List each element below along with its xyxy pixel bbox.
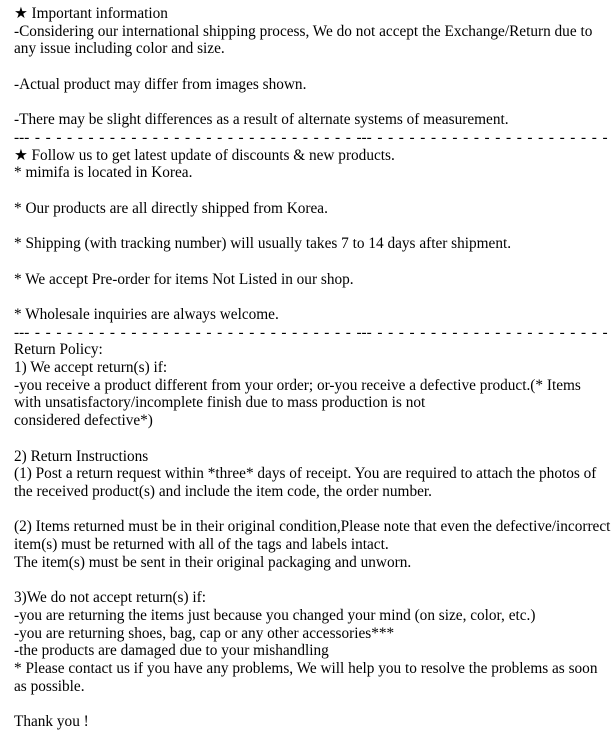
blank-line	[14, 430, 608, 448]
shipped-from-korea-note: * Our products are all directly shipped from Korea.	[14, 199, 328, 217]
blank-line	[14, 182, 608, 200]
blank-line	[14, 695, 608, 713]
blank-line	[14, 288, 608, 306]
return-instruction-1-line-2: the received product(s) and include the item code, the order number.	[14, 482, 432, 500]
follow-us-header: ★ Follow us to get latest update of discounts & new products.	[14, 146, 395, 164]
preorder-note: * We accept Pre-order for items Not Listed in our shop.	[14, 270, 354, 288]
accept-returns-condition-line-1: -you receive a product different from your order; or-you receive a defective product.(* Items	[14, 376, 581, 394]
blank-line	[14, 572, 608, 590]
return-instruction-1-line-1: (1) Post a return request within *three* days of receipt. You are required to attach the photos of	[14, 465, 597, 483]
no-returns-header: 3)We do not accept return(s) if:	[14, 589, 207, 607]
blank-line	[14, 94, 608, 112]
return-instructions-header: 2) Return Instructions	[14, 447, 149, 465]
located-in-korea-note: * mimifa is located in Korea.	[14, 164, 193, 182]
accept-returns-header: 1) We accept return(s) if:	[14, 359, 168, 377]
exchange-return-notice-line-2: any issue including color and size.	[14, 40, 225, 58]
return-instruction-2-line-1: (2) Items returned must be in their original condition,Please note that even the defective/incorrect	[14, 518, 611, 536]
dashed-separator: --- - - - - - - - - - - - - - - - - - - - - - - - - - - - - - - --- - - - - - - - - - - - - - - - - - - - - - -	[14, 323, 608, 341]
contact-us-line-2: as possible.	[14, 677, 85, 695]
blank-line	[14, 501, 608, 519]
accept-returns-condition-line-3: considered defective*)	[14, 412, 153, 430]
blank-line	[14, 58, 608, 76]
no-return-reason-2: -you are returning shoes, bag, cap or any other accessories***	[14, 624, 395, 642]
return-policy-header: Return Policy:	[14, 341, 103, 359]
blank-line	[14, 253, 608, 271]
dashed-separator: --- - - - - - - - - - - - - - - - - - - - - - - - - - - - - - - --- - - - - - - - - - - - - - - - - - - - - - -	[14, 128, 608, 146]
blank-line	[14, 217, 608, 235]
contact-us-line-1: * Please contact us if you have any problems, We will help you to resolve the problems as soon	[14, 660, 598, 678]
no-return-reason-3: -the products are damaged due to your mishandling	[14, 642, 329, 660]
important-info-header: ★ Important information	[14, 5, 168, 22]
accept-returns-condition-line-2: with unsatisfactory/incomplete finish due to mass production is not	[14, 394, 426, 412]
no-return-reason-1: -you are returning the items just because you changed your mind (on size, color, etc.)	[14, 606, 536, 624]
shipping-duration-note: * Shipping (with tracking number) will usually takes 7 to 14 days after shipment.	[14, 235, 512, 253]
return-instruction-2-line-2: item(s) must be returned with all of the tags and labels intact.	[14, 536, 389, 554]
thank-you-note: Thank you !	[14, 713, 89, 731]
measurement-notice: -There may be slight differences as a result of alternate systems of measurement.	[14, 111, 509, 129]
return-instruction-2-line-3: The item(s) must be sent in their original packaging and unworn.	[14, 553, 412, 571]
wholesale-note: * Wholesale inquiries are always welcome.	[14, 305, 279, 323]
exchange-return-notice-line-1: -Considering our international shipping process, We do not accept the Exchange/Return due to	[14, 22, 593, 40]
product-difference-notice: -Actual product may differ from images shown.	[14, 75, 307, 93]
